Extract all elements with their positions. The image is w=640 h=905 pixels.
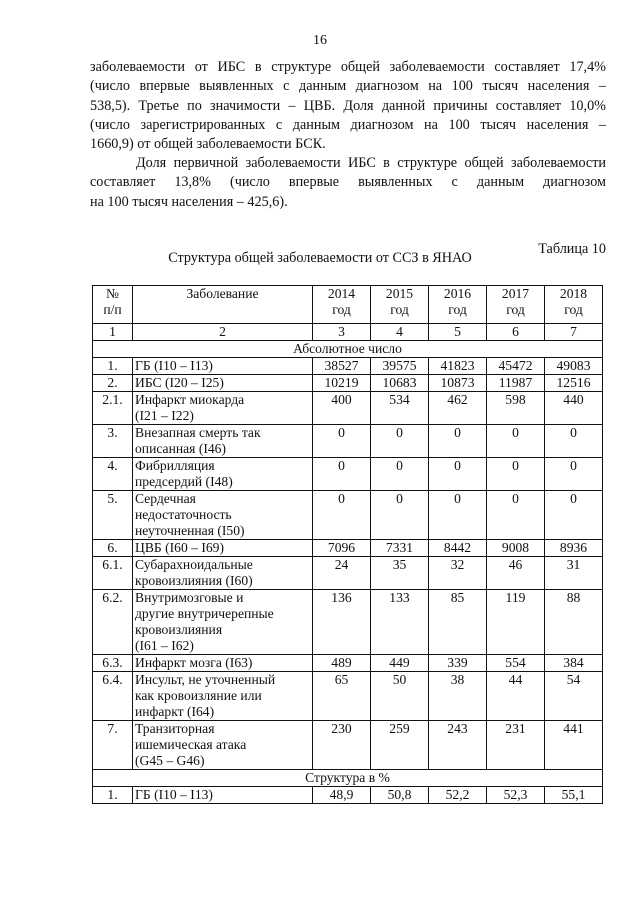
header-number (93, 286, 133, 324)
value-cell: 10873 (429, 375, 487, 392)
row-number: 6.1. (93, 557, 133, 590)
row-number: 1. (93, 787, 133, 804)
header-year-word: год (506, 302, 525, 317)
value-cell: 31 (545, 557, 603, 590)
header-year (313, 286, 371, 324)
value-cell: 133 (371, 590, 429, 655)
header-year (487, 286, 545, 324)
disease-name-line: (G45 – G46) (135, 753, 205, 768)
value-cell: 440 (545, 392, 603, 425)
disease-name-line: Внезапная смерть так (135, 425, 261, 440)
disease-name-line: (I21 – I22) (135, 408, 194, 423)
value-cell: 259 (371, 721, 429, 770)
disease-name-line: недостаточность (135, 507, 232, 522)
value-cell: 0 (487, 458, 545, 491)
value-cell: 38 (429, 672, 487, 721)
section-row-structure (93, 770, 603, 787)
value-cell: 41823 (429, 358, 487, 375)
value-cell: 0 (313, 491, 371, 540)
table-row (93, 458, 603, 491)
value-cell: 7331 (371, 540, 429, 557)
value-cell: 50,8 (371, 787, 429, 804)
value-cell: 0 (545, 491, 603, 540)
header-disease: Заболевание (133, 286, 313, 324)
disease-name-line: кровоизлияния (135, 622, 223, 637)
table-number: Таблица 10 (538, 241, 606, 257)
table-row (93, 491, 603, 540)
value-cell: 9008 (487, 540, 545, 557)
disease-name-line: ГБ (I10 – I13) (135, 787, 213, 802)
disease-name-line: неуточненная (I50) (135, 523, 245, 538)
row-number: 7. (93, 721, 133, 770)
disease-name-line: Инсульт, не уточненный (135, 672, 276, 687)
table-row (93, 375, 603, 392)
column-number: 6 (487, 324, 545, 341)
value-cell: 88 (545, 590, 603, 655)
disease-name-line: ГБ (I10 – I13) (135, 358, 213, 373)
value-cell: 0 (545, 425, 603, 458)
disease-name (133, 655, 313, 672)
value-cell: 46 (487, 557, 545, 590)
header-year-value: 2017 (501, 286, 530, 301)
paragraph-1 (90, 58, 606, 154)
header-year-value: 2015 (385, 286, 414, 301)
table-title: Структура общей заболеваемости от ССЗ в ЯНАО (168, 250, 472, 266)
paragraph-line: составляет 13,8% (число впервые выявленных с данным диагнозом (90, 174, 606, 191)
value-cell: 65 (313, 672, 371, 721)
paragraph-line: 1660,9) от общей заболеваемости БСК. (90, 136, 326, 153)
value-cell: 0 (371, 425, 429, 458)
row-number: 6.2. (93, 590, 133, 655)
value-cell: 339 (429, 655, 487, 672)
value-cell: 24 (313, 557, 371, 590)
column-number: 7 (545, 324, 603, 341)
morbidity-table (92, 285, 603, 804)
table-row (93, 672, 603, 721)
value-cell: 38527 (313, 358, 371, 375)
paragraph-line: Доля первичной заболеваемости ИБС в структуре общей заболеваемости (136, 155, 606, 171)
value-cell: 0 (371, 458, 429, 491)
table-header-row (93, 286, 603, 324)
table-row (93, 590, 603, 655)
row-number: 5. (93, 491, 133, 540)
value-cell: 10683 (371, 375, 429, 392)
value-cell: 52,3 (487, 787, 545, 804)
value-cell: 0 (313, 458, 371, 491)
disease-name-line: Внутримозговые и (135, 590, 244, 605)
disease-name-line: ИБС (I20 – I25) (135, 375, 224, 390)
value-cell: 54 (545, 672, 603, 721)
value-cell: 48,9 (313, 787, 371, 804)
disease-name (133, 458, 313, 491)
row-number: 4. (93, 458, 133, 491)
disease-name (133, 358, 313, 375)
section-row-absolute (93, 341, 603, 358)
disease-name (133, 540, 313, 557)
table-row (93, 655, 603, 672)
table-row (93, 358, 603, 375)
value-cell: 230 (313, 721, 371, 770)
disease-name (133, 590, 313, 655)
structure-rows (93, 787, 603, 804)
value-cell: 8936 (545, 540, 603, 557)
header-year-value: 2014 (327, 286, 356, 301)
row-number: 6. (93, 540, 133, 557)
value-cell: 0 (487, 425, 545, 458)
value-cell: 534 (371, 392, 429, 425)
table-row (93, 721, 603, 770)
value-cell: 0 (429, 458, 487, 491)
header-year (545, 286, 603, 324)
row-number: 2.1. (93, 392, 133, 425)
value-cell: 384 (545, 655, 603, 672)
value-cell: 0 (545, 458, 603, 491)
page-number: 16 (313, 33, 327, 48)
value-cell: 44 (487, 672, 545, 721)
disease-name-line: инфаркт (I64) (135, 704, 215, 719)
value-cell: 449 (371, 655, 429, 672)
header-number-line2: п/п (103, 302, 122, 317)
column-numbers-row (93, 324, 603, 341)
header-year-value: 2018 (559, 286, 588, 301)
header-year-word: год (390, 302, 409, 317)
value-cell: 400 (313, 392, 371, 425)
disease-name (133, 491, 313, 540)
value-cell: 10219 (313, 375, 371, 392)
disease-name-line: Фибрилляция (135, 458, 215, 473)
row-number: 1. (93, 358, 133, 375)
disease-name-line: ЦВБ (I60 – I69) (135, 540, 224, 555)
disease-name (133, 425, 313, 458)
value-cell: 7096 (313, 540, 371, 557)
value-cell: 52,2 (429, 787, 487, 804)
disease-name-line: Сердечная (135, 491, 196, 506)
section-title: Абсолютное число (93, 341, 603, 358)
disease-name (133, 721, 313, 770)
header-year (371, 286, 429, 324)
paragraph-line: (число зарегистрированных с данным диагнозом на 100 тысяч населения – (90, 116, 606, 133)
table-row (93, 425, 603, 458)
disease-name-line: (I61 – I62) (135, 638, 194, 653)
column-number: 3 (313, 324, 371, 341)
value-cell: 441 (545, 721, 603, 770)
value-cell: 85 (429, 590, 487, 655)
value-cell: 35 (371, 557, 429, 590)
value-cell: 12516 (545, 375, 603, 392)
value-cell: 45472 (487, 358, 545, 375)
disease-name-line: описанная (I46) (135, 441, 226, 456)
value-cell: 598 (487, 392, 545, 425)
value-cell: 489 (313, 655, 371, 672)
value-cell: 243 (429, 721, 487, 770)
header-year (429, 286, 487, 324)
value-cell: 50 (371, 672, 429, 721)
value-cell: 0 (429, 491, 487, 540)
disease-name-line: предсердий (I48) (135, 474, 233, 489)
absolute-rows (93, 358, 603, 770)
disease-name-line: ишемическая атака (135, 737, 247, 752)
disease-name-line: другие внутричерепные (135, 606, 274, 621)
disease-name (133, 787, 313, 804)
disease-name-line: Субарахноидальные (135, 557, 253, 572)
row-number: 6.3. (93, 655, 133, 672)
disease-name-line: кровоизлияния (I60) (135, 573, 253, 588)
value-cell: 0 (429, 425, 487, 458)
value-cell: 11987 (487, 375, 545, 392)
table-row (93, 540, 603, 557)
value-cell: 32 (429, 557, 487, 590)
header-year-value: 2016 (443, 286, 472, 301)
value-cell: 39575 (371, 358, 429, 375)
table-row (93, 557, 603, 590)
header-number-line1: № (106, 286, 119, 301)
disease-name (133, 375, 313, 392)
header-year-word: год (564, 302, 583, 317)
column-number: 1 (93, 324, 133, 341)
disease-name-line: как кровоизляние или (135, 688, 262, 703)
value-cell: 0 (487, 491, 545, 540)
row-number: 3. (93, 425, 133, 458)
column-number: 4 (371, 324, 429, 341)
row-number: 6.4. (93, 672, 133, 721)
disease-name (133, 392, 313, 425)
header-year-word: год (448, 302, 467, 317)
paragraph-line: (число впервые выявленных с данным диагнозом на 100 тысяч населения – (90, 78, 606, 95)
disease-name (133, 672, 313, 721)
value-cell: 0 (313, 425, 371, 458)
paragraph-line: заболеваемости от ИБС в структуре общей заболеваемости составляет 17,4% (90, 59, 606, 75)
value-cell: 231 (487, 721, 545, 770)
disease-name-line: Инфаркт мозга (I63) (135, 655, 253, 670)
table-row (93, 787, 603, 804)
value-cell: 119 (487, 590, 545, 655)
disease-name (133, 557, 313, 590)
value-cell: 136 (313, 590, 371, 655)
disease-name-line: Инфаркт миокарда (135, 392, 245, 407)
paragraph-line: на 100 тысяч населения – 425,6). (90, 193, 288, 210)
value-cell: 8442 (429, 540, 487, 557)
value-cell: 49083 (545, 358, 603, 375)
table-row (93, 392, 603, 425)
column-number: 5 (429, 324, 487, 341)
value-cell: 462 (429, 392, 487, 425)
paragraph-line: 538,5). Третье по значимости – ЦВБ. Доля данной причины составляет 10,0% (90, 97, 606, 114)
value-cell: 0 (371, 491, 429, 540)
value-cell: 554 (487, 655, 545, 672)
header-year-word: год (332, 302, 351, 317)
section-title: Структура в % (93, 770, 603, 787)
column-number: 2 (133, 324, 313, 341)
value-cell: 55,1 (545, 787, 603, 804)
paragraph-2 (90, 154, 606, 212)
disease-name-line: Транзиторная (135, 721, 215, 736)
row-number: 2. (93, 375, 133, 392)
